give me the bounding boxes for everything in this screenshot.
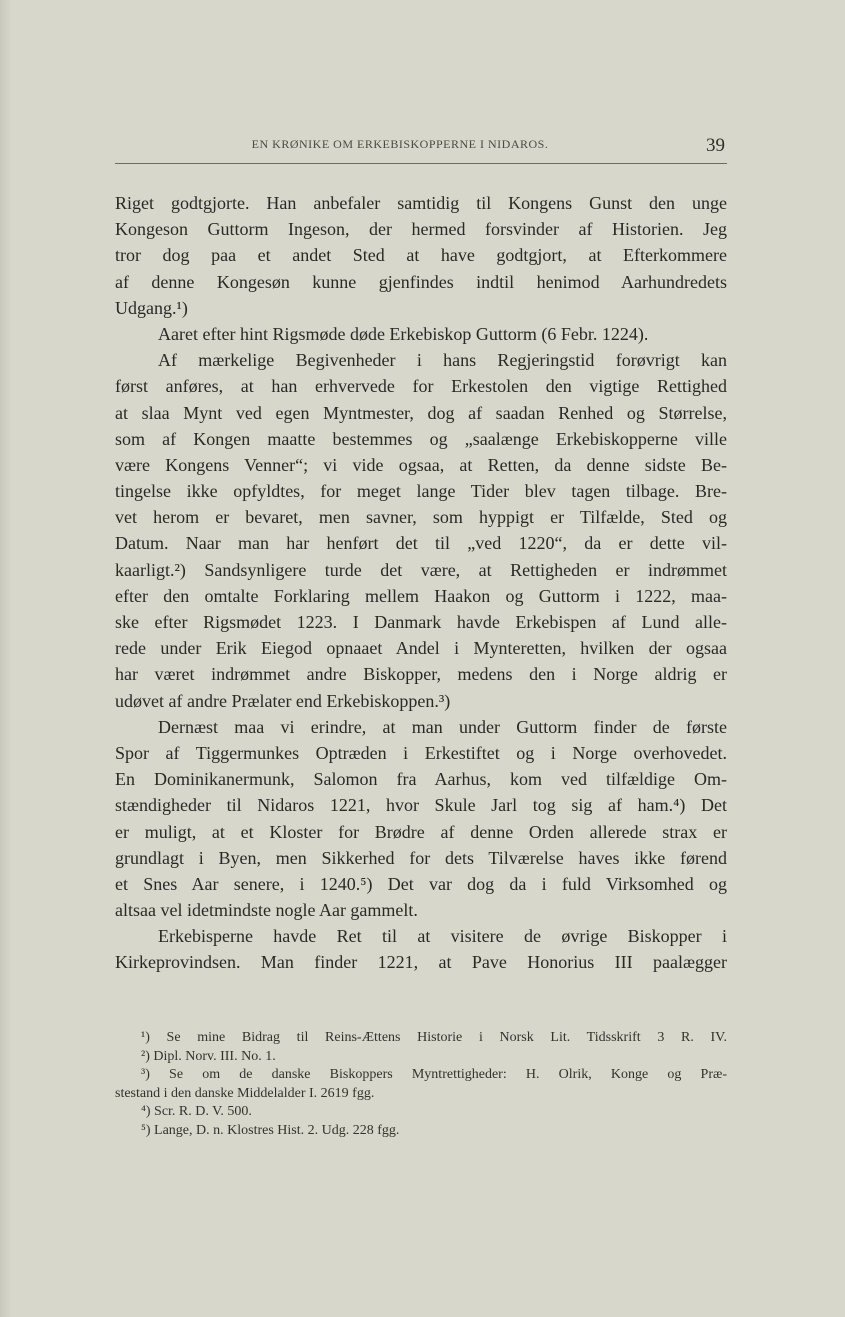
text-line: tingelse ikke opfyldtes, for meget lange Tider blev tagen tilbage. Bre- (115, 481, 727, 502)
footnote-line: stestand i den danske Middelalder I. 2619 fgg. (115, 1085, 375, 1101)
text-line: Dernæst maa vi erindre, at man under Guttorm finder de første (158, 716, 727, 737)
footnote-line: ²) Dipl. Norv. III. No. 1. (141, 1048, 276, 1064)
running-head: EN KRØNIKE OM ERKEBISKOPPERNE I NIDAROS. (251, 137, 549, 151)
text-line: vet herom er bevaret, men savner, som hyppigt er Tilfælde, Sted og (115, 507, 727, 528)
text-line: at slaa Mynt ved egen Myntmester, dog af saadan Renhed og Størrelse, (115, 402, 727, 423)
text-line: af denne Kongesøn kunne gjenfindes indtil henimod Aarhundredets (115, 271, 727, 292)
text-line: udøvet af andre Prælater end Erkebiskoppen.³) (115, 690, 451, 711)
footnote-line: ⁵) Lange, D. n. Klostres Hist. 2. Udg. 228 fgg. (141, 1122, 400, 1138)
text-line: Spor af Tiggermunkes Optræden i Erkestiftet og i Norge overhovedet. (115, 742, 727, 763)
text-line: En Dominikanermunk, Salomon fra Aarhus, kom ved tilfældige Om- (115, 769, 727, 790)
footnote-line: ¹) Se mine Bidrag til Reins-Ættens Historie i Norsk Lit. Tidsskrift 3 R. IV. (141, 1030, 727, 1045)
text-line: efter den omtalte Forklaring mellem Haakon og Guttorm i 1222, maa- (115, 585, 727, 606)
text-line: først anføres, at han erhvervede for Erkestolen den vigtige Rettighed (115, 376, 727, 397)
page-binding-edge (0, 0, 12, 1317)
text-line: som af Kongen maatte bestemmes og „saalænge Erkebiskopperne ville (115, 428, 727, 449)
text-line: et Snes Aar senere, i 1240.⁵) Det var dog da i fuld Virksomhed og (115, 873, 727, 894)
page-header (115, 135, 727, 164)
text-line: Udgang.¹) (115, 297, 188, 318)
text-line: Kongeson Guttorm Ingeson, der hermed forsvinder af Historien. Jeg (115, 219, 727, 240)
main-text (115, 190, 727, 976)
text-line: er muligt, at et Kloster for Brødre af denne Orden allerede strax er (115, 821, 727, 842)
footnote-line: ³) Se om de danske Biskoppers Myntrettigheder: H. Olrik, Konge og Præ- (141, 1067, 727, 1083)
text-line: være Kongens Venner“; vi vide ogsaa, at Retten, da denne sidste Be- (115, 454, 727, 475)
footnote-line: ⁴) Scr. R. D. V. 500. (141, 1104, 252, 1120)
page-number: 39 (706, 135, 725, 156)
text-line: kaarligt.²) Sandsynligere turde det være, at Rettigheden er indrømmet (115, 559, 727, 580)
text-line: Erkebisperne havde Ret til at visitere de øvrige Biskopper i (158, 926, 727, 947)
text-line: grundlagt i Byen, men Sikkerhed for dets Tilværelse haves ikke førend (115, 847, 727, 868)
text-line: Af mærkelige Begivenheder i hans Regjeringstid forøvrigt kan (158, 350, 727, 371)
footnotes (115, 1029, 727, 1141)
text-line: Datum. Naar man har henført det til „ved 1220“, da er dette vil- (115, 533, 727, 554)
text-line: Aaret efter hint Rigsmøde døde Erkebiskop Guttorm (6 Febr. 1224). (158, 323, 649, 344)
text-line: Riget godtgjorte. Han anbefaler samtidig til Kongens Gunst den unge (115, 193, 727, 213)
text-line: tror dog paa et andet Sted at have godtgjort, at Efterkommere (115, 245, 727, 266)
text-line: rede under Erik Eiegod opnaaet Andel i Mynteretten, hvilken der ogsaa (115, 638, 727, 659)
text-line: stændigheder til Nidaros 1221, hvor Skule Jarl tog sig af ham.⁴) Det (115, 795, 727, 816)
text-line: ske efter Rigsmødet 1223. I Danmark havde Erkebispen af Lund alle- (115, 612, 727, 632)
text-line: Kirkeprovindsen. Man finder 1221, at Pave Honorius III paalægger (115, 952, 727, 973)
text-line: har været indrømmet andre Biskopper, medens den i Norge aldrig er (115, 664, 727, 685)
text-line: altsaa vel idetmindste nogle Aar gammelt. (115, 900, 418, 921)
